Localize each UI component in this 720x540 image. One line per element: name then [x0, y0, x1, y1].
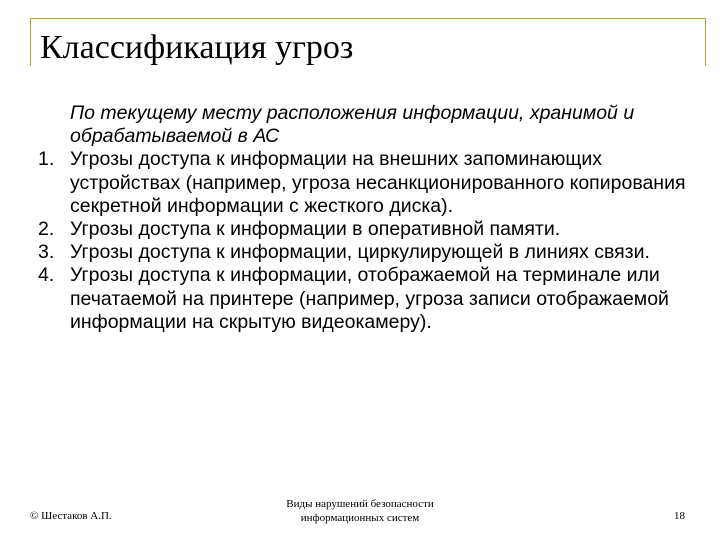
slide-title: Классификация угроз — [40, 29, 354, 66]
slide-body — [38, 102, 688, 334]
list-item — [38, 264, 688, 334]
footer-topic-line-2: информационных систем — [300, 512, 420, 524]
intro-indent — [38, 102, 70, 148]
list-item-text: Угрозы доступа к информации, циркулирующей в линиях связи. — [70, 241, 650, 264]
title-frame-top-line — [30, 18, 706, 19]
footer-topic-line-1: Виды нарушений безопасности — [286, 498, 434, 510]
list-item-number: 3. — [38, 241, 55, 264]
title-frame-left-line — [30, 18, 31, 66]
footer-author: © Шестаков А.П. — [30, 510, 112, 522]
intro-paragraph — [38, 102, 688, 148]
list-item-number: 4. — [38, 264, 55, 287]
list-item-text: Угрозы доступа к информации на внешних запоминающих устройствах (например, угроза несанкционированного копирования секретной информации с жесткого диска). — [70, 148, 686, 217]
footer-topic — [260, 497, 460, 525]
list-item-text: Угрозы доступа к информации, отображаемой на терминале или печатаемой на принтере (например, угроза записи отображаемой информации на скрытую видеокамеру). — [70, 264, 669, 333]
list-item — [38, 241, 688, 264]
list-item-text: Угрозы доступа к информации в оперативной памяти. — [70, 218, 561, 241]
title-frame-right-line — [705, 18, 706, 66]
list-item — [38, 148, 688, 218]
intro-text: По текущему месту расположения информации, хранимой и обрабатываемой в АС — [70, 102, 635, 148]
list-item — [38, 218, 688, 241]
footer-page-number: 18 — [674, 510, 685, 522]
list-item-number: 1. — [38, 148, 55, 171]
list-item-number: 2. — [38, 218, 55, 241]
